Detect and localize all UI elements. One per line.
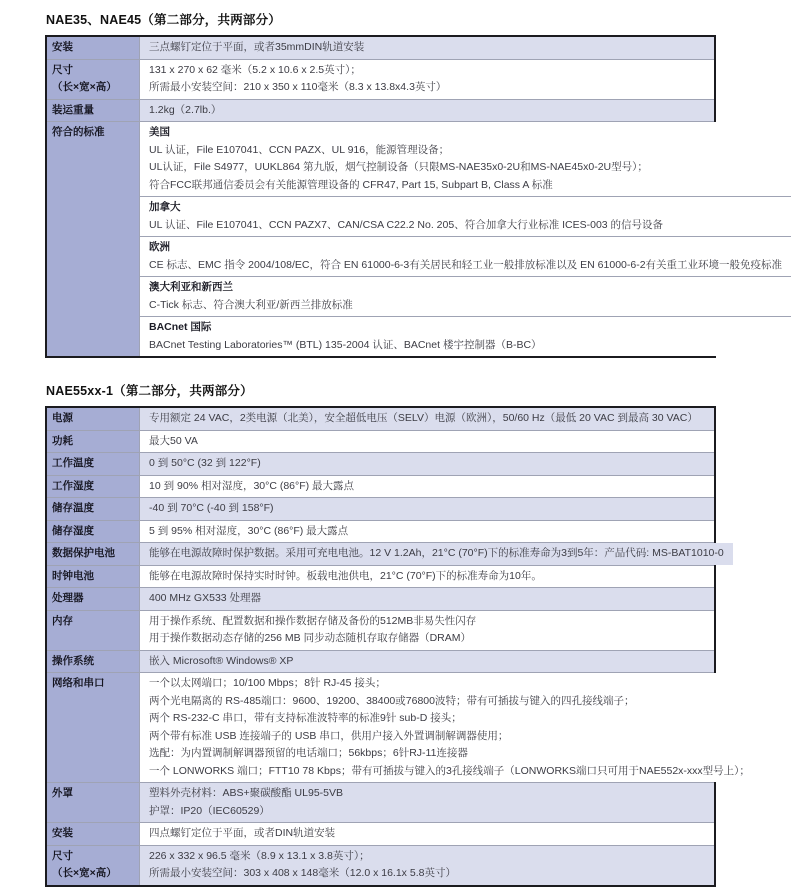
row-label-line: 时钟电池 [52,569,94,582]
row-value [139,611,714,650]
table-row [47,430,714,453]
row-label [47,521,139,543]
value-group [140,673,759,782]
value-group-heading: 美国 [149,126,170,138]
value-text-line: 所需最小安装空间：303 x 408 x 148毫米（12.0 x 16.1x 5.8英寸） [149,867,456,879]
row-label [47,408,139,430]
value-group-heading: 澳大利亚和新西兰 [149,281,233,293]
value-text-line: C-Tick 标志、符合澳大利亚/新西兰排放标准 [149,298,353,311]
value-group-heading: 加拿大 [149,201,181,213]
row-value [139,673,759,782]
value-text-line: 一个 LONWORKS 端口；FTT10 78 Kbps；带有可插拔与键入的3孔接线端子（LONWORKS端口只可用于NAE552x-xxx型号上）； [149,764,750,777]
row-label-line: 储存温度 [52,502,94,514]
value-group [140,408,714,430]
row-label [47,37,139,59]
value-text-line: 用于操作系统、配置数据和操作数据存储及备份的512MB非易失性闪存 [149,614,477,627]
value-group [140,316,791,356]
row-label [47,453,139,475]
row-label-line: 储存湿度 [52,524,94,537]
table-row [47,845,714,885]
value-text-line: 能够在电源故障时保持实时时钟。板载电池供电，21°C (70°F)下的标准寿命为10年。 [149,569,542,582]
row-label [47,431,139,453]
value-text-line: 131 x 270 x 62 毫米（5.2 x 10.6 x 2.5英寸）； [149,63,361,76]
value-text-line: 0 到 50°C (32 到 122°F) [149,457,261,469]
row-label [47,673,139,782]
table-row [47,565,714,588]
row-label [47,476,139,498]
value-group [140,100,714,122]
value-text-line: 专用额定 24 VAC，2类电源（北美），安全超低电压（SELV）电源（欧洲），50/60 Hz（最低 20 VAC 到最高 30 VAC） [149,412,698,424]
section-title-nae35-nae45: NAE35、NAE45（第二部分，共两部分） [46,13,281,27]
row-value [139,846,714,885]
row-value [139,408,714,430]
table-row [47,99,714,122]
value-text-line: 226 x 332 x 96.5 毫米（8.9 x 13.1 x 3.8英寸）； [149,849,370,862]
value-text-line: 1.2kg（2.7lb.） [149,103,222,116]
table-row [47,408,714,430]
spec-table-nae55xx-1 [45,406,750,887]
value-group [140,783,714,822]
value-group [140,566,714,588]
row-label-line: 外罩 [52,787,73,799]
value-text-line: BACnet Testing Laboratories™ (BTL) 135-2004 认证、BACnet 楼宇控制器（B-BC） [149,338,542,351]
row-value [139,566,714,588]
section-title-nae55xx-1: NAE55xx-1（第二部分，共两部分） [46,384,253,398]
value-text-line: CE 标志、EMC 指令 2004/108/EC，符合 EN 61000-6-3有关居民和轻工业一般排放标准以及 EN 61000-6-2有关重工业环境一般免疫标准 [149,258,783,271]
value-text-line: 所需最小安装空间：210 x 350 x 110毫米（8.3 x 13.8x4.3英寸） [149,81,447,93]
row-label-line: 安装 [52,827,73,839]
row-label-line: 处理器 [52,592,84,604]
value-text-line: 嵌入 Microsoft® Windows® XP [149,654,294,667]
table-row [47,587,714,610]
table-row [47,672,750,782]
value-text-line: -40 到 70°C (-40 到 158°F) [149,502,274,514]
row-value [139,823,714,845]
row-value [139,37,714,59]
row-label [47,566,139,588]
value-text-line: UL认证，File S4977，UUKL864 第九版，烟气控制设备（只限MS-NAE35x0-2U和MS-NAE45x0-2U型号）； [149,161,648,173]
value-group [140,588,714,610]
value-text-line: 5 到 95% 相对湿度，30°C (86°F) 最大露点 [149,524,349,537]
row-label-line: 内存 [52,614,73,627]
row-label [47,823,139,845]
table-row [47,452,714,475]
row-label-line: （长×宽×高） [52,80,117,93]
row-value [139,651,714,673]
table-row [47,497,714,520]
row-label [47,122,139,356]
row-value [139,100,714,122]
row-label-line: 安装 [52,41,73,53]
value-text-line: 一个以太网端口；10/100 Mbps；8针 RJ-45 接头； [149,677,386,689]
row-value [139,543,733,565]
table-row [47,782,714,822]
value-text-line: 用于操作数据动态存储的256 MB 同步动态随机存取存储器（DRAM） [149,632,472,644]
value-group [140,651,714,673]
row-value [139,453,714,475]
row-label-line: 尺寸 [52,63,73,76]
row-label-line: 功耗 [52,434,73,447]
table-row [47,822,714,845]
row-label [47,651,139,673]
value-text-line: UL 认证，File E107041、CCN PAZX、UL 916，能源管理设备； [149,143,450,156]
table-row [47,59,714,99]
value-group [140,846,714,885]
value-group [140,453,714,475]
row-label-line: 网络和串口 [52,677,105,689]
row-value [139,498,714,520]
table-row [47,610,714,650]
table-row [47,121,783,356]
value-group [140,236,791,276]
value-group [140,122,791,196]
row-value [139,588,714,610]
row-value [139,431,714,453]
row-label-line: 装运重量 [52,103,94,116]
value-text-line: 三点螺钉定位于平面，或者35mmDIN轨道安装 [149,41,365,53]
value-group [140,521,714,543]
row-label [47,611,139,650]
value-group [140,37,714,59]
row-value [139,60,714,99]
value-text-line: 400 MHz GX533 处理器 [149,592,262,604]
value-text-line: UL 认证、File E107041、CCN PAZX7、CAN/CSA C22.2 No. 205、符合加拿大行业标准 ICES-003 的信号设备 [149,218,664,231]
row-label [47,783,139,822]
value-text-line: 能够在电源故障时保护数据。采用可充电电池。12 V 1.2Ah，21°C (70°F)下的标准寿命为3到5年：产品代码: MS-BAT1010-0 [149,547,724,559]
row-label [47,588,139,610]
value-group [140,276,791,316]
value-group [140,196,791,236]
value-text-line: 四点螺钉定位于平面，或者DIN轨道安装 [149,827,336,839]
row-label-line: 操作系统 [52,654,94,667]
table-row [47,520,714,543]
value-text-line: 10 到 90% 相对湿度，30°C (86°F) 最大露点 [149,479,355,492]
row-value [139,122,791,356]
spec-table-nae35-nae45 [45,35,783,358]
row-label-line: 尺寸 [52,849,73,862]
row-label [47,60,139,99]
value-group [140,498,714,520]
table-row [47,475,714,498]
row-label-line: 电源 [52,412,73,424]
row-value [139,783,714,822]
row-label [47,100,139,122]
value-group [140,476,714,498]
table-row [47,37,714,59]
value-group [140,543,733,565]
table-row [47,650,714,673]
value-group-heading: BACnet 国际 [149,321,212,333]
value-text-line: 两个带有标准 USB 连接端子的 USB 串口，供用户接入外置调制解调器使用； [149,729,509,742]
value-text-line: 符合FCC联邦通信委员会有关能源管理设备的 CFR47, Part 15, Subpart B, Class A 标准 [149,178,553,191]
row-label [47,543,139,565]
value-text-line: 塑料外壳材料：ABS+聚碳酸酯 UL95-5VB [149,787,344,799]
row-label-line: 数据保护电池 [52,547,115,559]
row-value [139,476,714,498]
value-text-line: 最大50 VA [149,434,198,447]
row-label-line: 工作湿度 [52,479,94,492]
value-text-line: 两个 RS-232-C 串口，带有支持标准波特率的标准9针 sub-D 接头； [149,712,462,724]
value-text-line: 护罩：IP20（IEC60529） [149,804,270,817]
row-label-line: 符合的标准 [52,126,105,138]
value-group [140,611,714,650]
value-text-line: 两个光电隔离的 RS-485端口：9600、19200、38400或76800波特；带有可插拔与键入的四孔接线端子； [149,694,635,707]
table-row [47,542,724,565]
value-text-line: 选配：为内置调制解调器预留的电话端口；56kbps；6针RJ-11连接器 [149,747,468,759]
row-label-line: 工作温度 [52,457,94,469]
value-group [140,823,714,845]
row-label-line: （长×宽×高） [52,866,117,879]
row-label [47,846,139,885]
row-value [139,521,714,543]
value-group [140,60,714,99]
value-group-heading: 欧洲 [149,241,170,253]
value-group [140,431,714,453]
row-label [47,498,139,520]
